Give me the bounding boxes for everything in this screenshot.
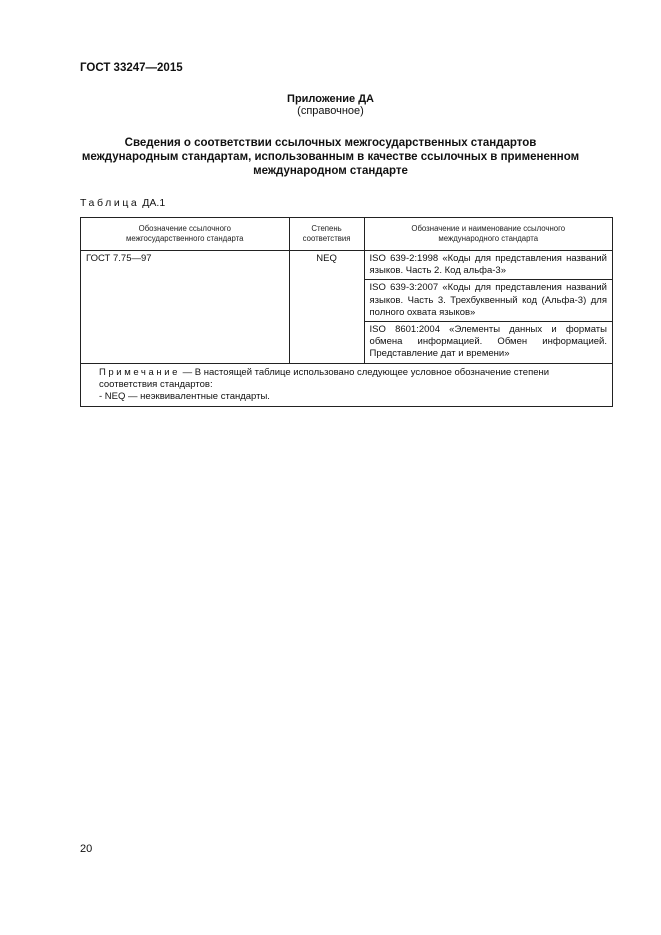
appendix-block [0,93,661,117]
appendix-subtitle: (справочное) [297,105,364,117]
section-title-line: международным стандартам, использованным в качестве ссылочных в примененном [81,151,580,163]
header-text: соответствия [302,234,351,243]
correspondence-table [80,217,613,407]
cell-reference: ISO 639-2:1998 «Коды для представления названий языков. Часть 2. Код альфа-3» [364,251,612,280]
header-text: Степень [311,224,342,233]
note-paragraph [87,367,602,391]
table-label-word: Таблица [80,197,140,209]
document-code: ГОСТ 33247—2015 [80,62,183,74]
cell-reference: ISO 8601:2004 «Элементы данных и форматы обмена информацией. Обмен информацией. Представление дат и времени» [364,322,612,364]
table-header-row [81,218,613,251]
table-row [81,251,613,280]
header-text: Обозначение и наименование ссылочного [411,224,566,233]
cell-degree: NEQ [289,251,364,364]
table-note-row [81,363,613,407]
header-degree [289,218,364,251]
note-text: — В настоящей таблице использовано следующее условное обозначение степени соответствия стандартов: [99,366,550,390]
header-designation [81,218,290,251]
appendix-title: Приложение ДА [287,93,374,105]
header-text: межгосударственного стандарта [126,234,244,243]
section-title-line: международном стандарте [253,165,408,177]
header-text: Обозначение ссылочного [138,224,231,233]
header-international [364,218,612,251]
page-number: 20 [80,843,93,855]
note-item: - NEQ — неэквивалентные стандарты. [99,391,270,403]
note-word: Примечание [99,366,180,378]
cell-reference: ISO 639-3:2007 «Коды для представления названий языков. Часть 3. Трехбуквенный код (Альфа-3) для полного охвата языков» [364,280,612,322]
table-label [80,197,165,209]
table-label-number: ДА.1 [142,197,166,209]
header-text: международного стандарта [438,234,539,243]
cell-designation: ГОСТ 7.75—97 [81,251,290,364]
section-title-line: Сведения о соответствии ссылочных межгосударственных стандартов [124,137,537,149]
table-note [81,363,613,407]
section-title [60,136,601,178]
